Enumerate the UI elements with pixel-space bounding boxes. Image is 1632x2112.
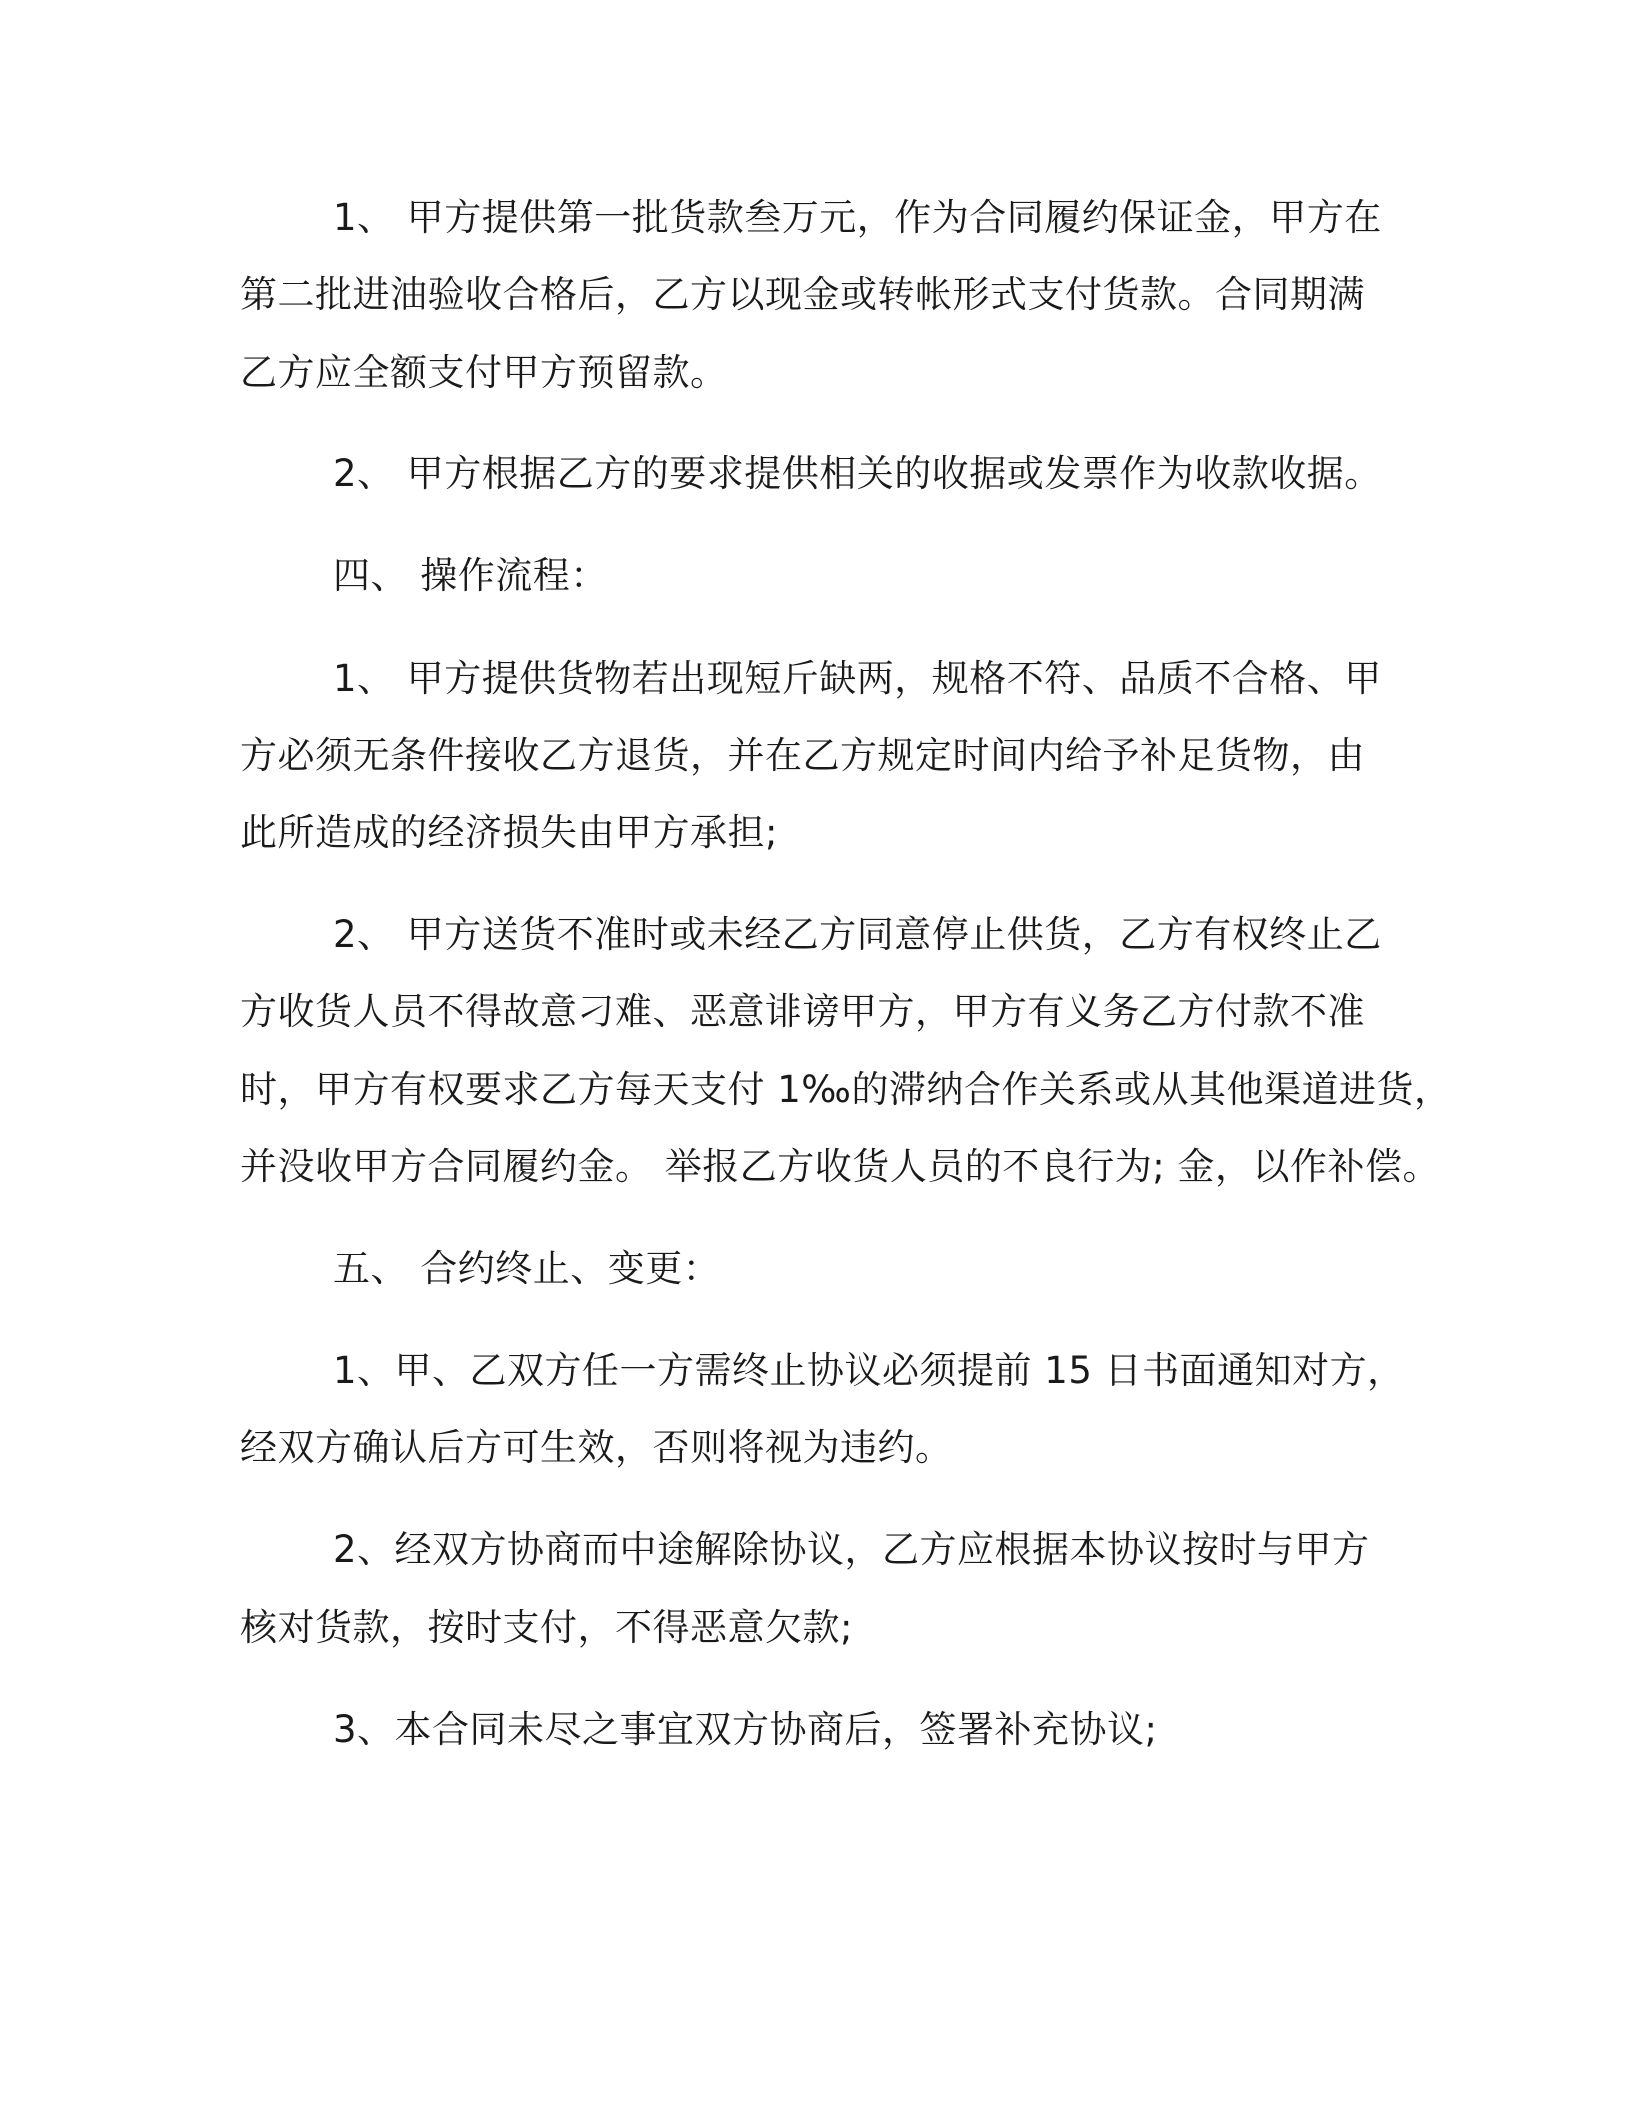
clause-5-1-line-1: 1、甲、乙双方任一方需终止协议必须提前 15 日书面通知对方， xyxy=(333,1349,1405,1392)
clause-4-1-line-3: 此所造成的经济损失由甲方承担; xyxy=(240,811,778,854)
clause-4-2-line-1: 2、 甲方送货不准时或未经乙方同意停止供货，乙方有权终止乙 xyxy=(333,913,1382,956)
clause-5-2-line-2: 核对货款，按时支付，不得恶意欠款; xyxy=(240,1606,853,1649)
clause-5-1-line-2: 经双方确认后方可生效，否则将视为违约。 xyxy=(240,1426,953,1469)
clause-5-3-line-1: 3、本合同未尽之事宜双方协商后，签署补充协议; xyxy=(333,1708,1158,1751)
clause-3-2-line-1: 2、 甲方根据乙方的要求提供相关的收据或发票作为收款收据。 xyxy=(333,452,1382,495)
clause-5-2-line-1: 2、经双方协商而中途解除协议，乙方应根据本协议按时与甲方 xyxy=(333,1528,1370,1571)
section-5-heading: 五、 合约终止、变更： xyxy=(333,1247,721,1290)
clause-4-1-line-2: 方必须无条件接收乙方退货，并在乙方规定时间内给予补足货物，由 xyxy=(240,734,1365,777)
section-4-heading: 四、 操作流程： xyxy=(333,554,608,597)
clause-4-1-line-1: 1、 甲方提供货物若出现短斤缺两，规格不符、品质不合格、甲 xyxy=(333,657,1382,700)
clause-4-2-line-3: 时，甲方有权要求乙方每天支付 1‰的滞纳合作关系或从其他渠道进货， xyxy=(240,1068,1452,1111)
clause-3-1-line-3: 乙方应全额支付甲方预留款。 xyxy=(240,351,728,394)
clause-3-1-line-2: 第二批进油验收合格后，乙方以现金或转帐形式支付货款。合同期满 xyxy=(240,273,1365,316)
clause-4-2-line-2: 方收货人员不得故意刁难、恶意诽谤甲方，甲方有义务乙方付款不准 xyxy=(240,990,1365,1033)
clause-4-2-line-4: 并没收甲方合同履约金。 举报乙方收货人员的不良行为; 金，以作补偿。 xyxy=(240,1145,1440,1188)
clause-3-1-line-1: 1、 甲方提供第一批货款叁万元，作为合同履约保证金，甲方在 xyxy=(333,196,1382,239)
